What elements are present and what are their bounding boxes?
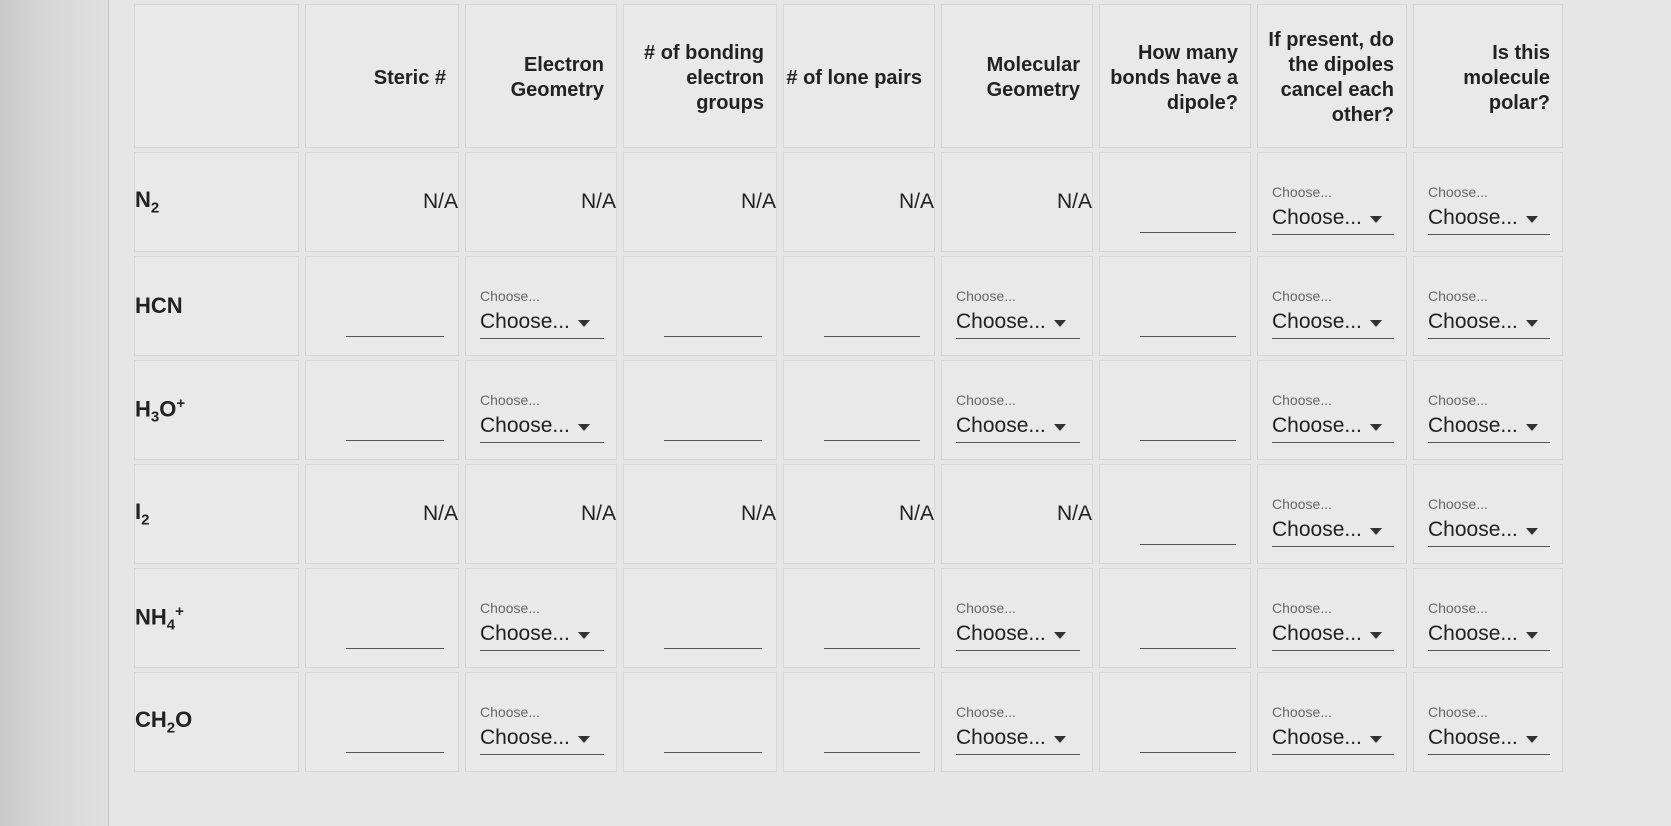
caret-down-icon (1054, 632, 1066, 639)
dipole-bonds-cell (1099, 152, 1251, 252)
answer-dropdown[interactable] (1272, 600, 1394, 651)
dropdown-hint: Choose... (1272, 704, 1332, 720)
formula-tail: O (175, 707, 193, 733)
dropdown-value: Choose... (1272, 310, 1362, 333)
dropdown-value: Choose... (480, 414, 570, 437)
answer-dropdown[interactable] (1428, 496, 1550, 547)
polarity-cell (1413, 256, 1563, 356)
bonding-groups-cell: N/A (623, 152, 777, 252)
dropdown-hint: Choose... (1428, 288, 1488, 304)
lone-pairs-header: # of lone pairs (783, 4, 935, 148)
dipoles-cancel-cell (1257, 152, 1407, 252)
molecular-geometry-cell (941, 672, 1093, 772)
dropdown-hint: Choose... (1272, 600, 1332, 616)
table-row (134, 256, 1563, 356)
polarity-cell (1413, 360, 1563, 460)
answer-dropdown[interactable] (1428, 392, 1550, 443)
dipoles-cancel-cell (1257, 360, 1407, 460)
dropdown-hint: Choose... (1428, 496, 1488, 512)
molecular-geometry-cell: N/A (941, 152, 1093, 252)
answer-dropdown[interactable] (1272, 392, 1394, 443)
lone-pairs-cell (783, 360, 935, 460)
formula-subscript: 4 (166, 616, 176, 634)
dropdown-hint: Choose... (956, 392, 1016, 408)
molecular-geometry-cell: N/A (941, 464, 1093, 564)
dropdown-value: Choose... (1428, 206, 1518, 229)
dropdown-hint: Choose... (1428, 392, 1488, 408)
dropdown-hint: Choose... (480, 288, 540, 304)
molecule-label (134, 464, 299, 564)
answer-dropdown[interactable] (1428, 704, 1550, 755)
steric-number-cell: N/A (305, 464, 459, 564)
electron-geometry-cell: N/A (465, 464, 617, 564)
answer-dropdown[interactable] (1272, 288, 1394, 339)
electron-geometry-cell (465, 360, 617, 460)
dropdown-value: Choose... (1272, 206, 1362, 229)
molecule-label (134, 256, 299, 356)
dipole-bonds-cell (1099, 256, 1251, 356)
caret-down-icon (1370, 424, 1382, 431)
electron-geometry-header: Electron Geometry (465, 4, 617, 148)
caret-down-icon (1370, 528, 1382, 535)
answer-dropdown[interactable] (1272, 496, 1394, 547)
lone-pairs-cell: N/A (783, 152, 935, 252)
dropdown-hint: Choose... (1272, 496, 1332, 512)
dipoles-cancel-header: If present, do the dipoles cancel each other? (1257, 4, 1407, 148)
answer-dropdown[interactable] (480, 600, 604, 651)
answer-blank-field[interactable] (1140, 335, 1236, 337)
lone-pairs-cell (783, 568, 935, 668)
dipoles-cancel-cell (1257, 672, 1407, 772)
header-row (134, 4, 1563, 148)
steric-number-cell: N/A (305, 152, 459, 252)
dropdown-value: Choose... (480, 310, 570, 333)
caret-down-icon (1526, 424, 1538, 431)
polarity-header: Is this molecule polar? (1413, 4, 1563, 148)
answer-blank-field[interactable] (1140, 543, 1236, 545)
dipole-bonds-header: How many bonds have a dipole? (1099, 4, 1251, 148)
caret-down-icon (578, 320, 590, 327)
answer-dropdown[interactable] (480, 392, 604, 443)
dropdown-hint: Choose... (1272, 288, 1332, 304)
dropdown-value: Choose... (1272, 518, 1362, 541)
caret-down-icon (578, 632, 590, 639)
bonding-groups-cell: N/A (623, 464, 777, 564)
dropdown-hint: Choose... (1272, 392, 1332, 408)
dropdown-hint: Choose... (480, 392, 540, 408)
polarity-cell (1413, 568, 1563, 668)
formula-subscript: 2 (166, 719, 176, 737)
answer-dropdown[interactable] (1272, 704, 1394, 755)
steric-number-header: Steric # (305, 4, 459, 148)
answer-blank-field[interactable] (824, 647, 920, 649)
answer-dropdown[interactable] (480, 704, 604, 755)
dipole-bonds-cell (1099, 672, 1251, 772)
answer-dropdown[interactable] (956, 600, 1080, 651)
answer-blank-field[interactable] (664, 335, 762, 337)
dropdown-value: Choose... (956, 414, 1046, 437)
caret-down-icon (578, 736, 590, 743)
dropdown-hint: Choose... (1428, 704, 1488, 720)
dropdown-hint: Choose... (1272, 184, 1332, 200)
answer-blank-field[interactable] (824, 751, 920, 753)
dropdown-value: Choose... (1428, 310, 1518, 333)
answer-blank-field[interactable] (824, 439, 920, 441)
dipole-bonds-cell (1099, 568, 1251, 668)
molecule-formula-base: H (135, 395, 151, 421)
answer-blank-field[interactable] (664, 647, 762, 649)
answer-blank-field[interactable] (346, 335, 444, 337)
formula-tail: O (159, 395, 177, 421)
answer-dropdown[interactable] (1272, 184, 1394, 235)
caret-down-icon (1054, 736, 1066, 743)
answer-blank-field[interactable] (824, 335, 920, 337)
dropdown-hint: Choose... (480, 600, 540, 616)
steric-number-cell (305, 672, 459, 772)
molecule-formula-base: CH (135, 707, 167, 733)
dropdown-hint: Choose... (956, 704, 1016, 720)
dropdown-value: Choose... (956, 726, 1046, 749)
answer-dropdown[interactable] (480, 288, 604, 339)
answer-blank-field[interactable] (1140, 231, 1236, 233)
electron-geometry-cell (465, 672, 617, 772)
caret-down-icon (1370, 632, 1382, 639)
formula-subscript: 3 (150, 408, 160, 426)
formula-charge: + (175, 602, 184, 620)
answer-dropdown[interactable] (1428, 288, 1550, 339)
caret-down-icon (1370, 320, 1382, 327)
electron-geometry-cell: N/A (465, 152, 617, 252)
steric-number-cell (305, 256, 459, 356)
dropdown-hint: Choose... (956, 288, 1016, 304)
electron-geometry-cell (465, 256, 617, 356)
caret-down-icon (1526, 632, 1538, 639)
dropdown-value: Choose... (1428, 726, 1518, 749)
bonding-groups-cell (623, 672, 777, 772)
bonding-groups-cell (623, 360, 777, 460)
dropdown-value: Choose... (480, 726, 570, 749)
dropdown-value: Choose... (1428, 622, 1518, 645)
molecule-formula-base: I (135, 499, 142, 525)
dipole-bonds-cell (1099, 464, 1251, 564)
molecule-formula-base: N (135, 187, 151, 213)
lone-pairs-cell (783, 256, 935, 356)
caret-down-icon (1054, 320, 1066, 327)
steric-number-cell (305, 568, 459, 668)
table-row (134, 360, 1563, 460)
answer-blank-field[interactable] (1140, 647, 1236, 649)
molecule-label (134, 568, 299, 668)
molecular-geometry-cell (941, 256, 1093, 356)
molecular-geometry-header: Molecular Geometry (941, 4, 1093, 148)
dipoles-cancel-cell (1257, 256, 1407, 356)
dropdown-value: Choose... (1428, 414, 1518, 437)
table-row (134, 464, 1563, 564)
dropdown-value: Choose... (1272, 726, 1362, 749)
answer-blank-field[interactable] (346, 751, 444, 753)
molecule-label (134, 152, 299, 252)
molecular-geometry-cell (941, 360, 1093, 460)
caret-down-icon (1526, 736, 1538, 743)
formula-subscript: 2 (141, 511, 150, 529)
answer-dropdown[interactable] (956, 288, 1080, 339)
dropdown-hint: Choose... (956, 600, 1016, 616)
steric-number-cell (305, 360, 459, 460)
answer-blank-field[interactable] (1140, 751, 1236, 753)
lone-pairs-cell: N/A (783, 464, 935, 564)
lone-pairs-cell (783, 672, 935, 772)
molecular-geometry-cell (941, 568, 1093, 668)
table-row (134, 672, 1563, 772)
formula-subscript: 2 (150, 199, 160, 217)
answer-blank-field[interactable] (664, 751, 762, 753)
molecule-formula-base: HCN (135, 293, 183, 318)
dropdown-hint: Choose... (1428, 184, 1488, 200)
caret-down-icon (1526, 216, 1538, 223)
polarity-cell (1413, 672, 1563, 772)
answer-dropdown[interactable] (956, 392, 1080, 443)
caret-down-icon (1054, 424, 1066, 431)
dropdown-hint: Choose... (480, 704, 540, 720)
answer-dropdown[interactable] (1428, 600, 1550, 651)
dipoles-cancel-cell (1257, 568, 1407, 668)
dropdown-value: Choose... (1272, 622, 1362, 645)
caret-down-icon (1370, 216, 1382, 223)
formula-charge: + (176, 394, 186, 412)
bonding-groups-header: # of bonding electron groups (623, 4, 777, 148)
answer-dropdown[interactable] (1428, 184, 1550, 235)
dipoles-cancel-cell (1257, 464, 1407, 564)
dropdown-hint: Choose... (1428, 600, 1488, 616)
dropdown-value: Choose... (1428, 518, 1518, 541)
dropdown-value: Choose... (1272, 414, 1362, 437)
caret-down-icon (1526, 320, 1538, 327)
answer-blank-field[interactable] (664, 439, 762, 441)
answer-dropdown[interactable] (956, 704, 1080, 755)
electron-geometry-cell (465, 568, 617, 668)
answer-blank-field[interactable] (346, 647, 444, 649)
dropdown-value: Choose... (956, 622, 1046, 645)
answer-blank-field[interactable] (346, 439, 444, 441)
dropdown-value: Choose... (480, 622, 570, 645)
caret-down-icon (1370, 736, 1382, 743)
answer-blank-field[interactable] (1140, 439, 1236, 441)
molecule-label (134, 672, 299, 772)
caret-down-icon (578, 424, 590, 431)
corner-header (134, 4, 299, 148)
molecule-polarity-table (128, 0, 1569, 776)
dropdown-value: Choose... (956, 310, 1046, 333)
polarity-cell (1413, 464, 1563, 564)
molecule-label (134, 360, 299, 460)
molecule-formula-base: NH (135, 603, 167, 629)
table-row (134, 152, 1563, 252)
bonding-groups-cell (623, 568, 777, 668)
caret-down-icon (1526, 528, 1538, 535)
dipole-bonds-cell (1099, 360, 1251, 460)
table-row (134, 568, 1563, 668)
polarity-cell (1413, 152, 1563, 252)
bonding-groups-cell (623, 256, 777, 356)
